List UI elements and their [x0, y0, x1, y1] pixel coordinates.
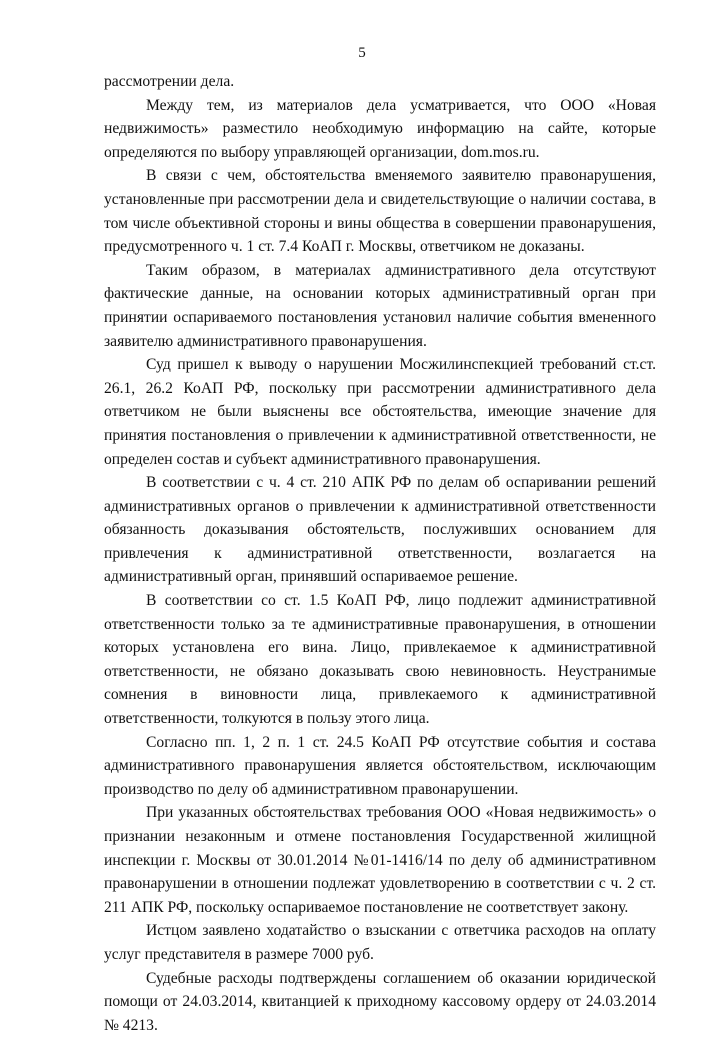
paragraph-presumption-of-innocence: В соответствии со ст. 1.5 КоАП РФ, лицо подлежит административной ответственности только за те административные правонарушения, в отношении которых установлена его вина. Лицо, привлекаемое к административной ответственности, не обязано доказывать свою невиновность. Неустранимые сомнения в виновности лица, привлекаемого к административной ответственности, толкуются в пользу этого лица.	[104, 592, 656, 728]
paragraph-absence-of-event: Согласно пп. 1, 2 п. 1 ст. 24.5 КоАП РФ отсутствие события и состава административного правонарушения является обстоятельством, исключающим производство по делу об административном правонарушении.	[104, 733, 656, 798]
paragraph-information-placement: Между тем, из материалов дела усматривается, что ООО «Новая недвижимость» разместило необходимую информацию на сайте, которые определяются по выбору управляющей организации, dom.mos.ru.	[104, 96, 656, 161]
paragraph-continuation: рассмотрении дела.	[104, 73, 235, 90]
document-body	[104, 70, 656, 1037]
paragraph-court-conclusion: Суд пришел к выводу о нарушении Мосжилинспекцией требований ст.ст. 26.1, 26.2 КоАП РФ, поскольку при рассмотрении административного дела ответчиком не были выяснены все обстоятельства, имеющие значение для принятия постановления о привлечении к административной ответственности, не определен состав и субъект административного правонарушения.	[104, 356, 656, 468]
paragraph-burden-of-proof: В соответствии с ч. 4 ст. 210 АПК РФ по делам об оспаривании решений административных органов о привлечении к административной ответственности обязанность доказывания обстоятельств, послуживших основанием для привлечения к административной ответственности, возлагается на административный орган, принявший оспариваемое решение.	[104, 474, 656, 586]
page-number: 5	[358, 45, 366, 61]
paragraph-not-proven: В связи с чем, обстоятельства вменяемого заявителю правонарушения, установленные при рассмотрении дела и свидетельствующие о наличии состава, в том числе объективной стороны и вины общества в совершении правонарушения, предусмотренного ч. 1 ст. 7.4 КоАП г. Москвы, ответчиком не доказаны.	[104, 167, 656, 256]
paragraph-costs-motion: Истцом заявлено ходатайство о взыскании с ответчика расходов на оплату услуг представителя в размере 7000 руб.	[104, 922, 656, 963]
paragraph-costs-confirmed: Судебные расходы подтверждены соглашением об оказании юридической помощи от 24.03.2014, квитанцией к приходному кассовому ордеру от 24.03.2014 № 4213.	[104, 969, 656, 1034]
paragraph-claims-satisfied: При указанных обстоятельствах требования ООО «Новая недвижимость» о признании незаконным и отмене постановления Государственной жилищной инспекции г. Москвы от 30.01.2014 №01-1416/14 по делу об административном правонарушении в отношении подлежат удовлетворению в соответствии с ч. 2 ст. 211 АПК РФ, поскольку оспариваемое постановление не соответствует закону.	[104, 804, 656, 916]
paragraph-no-factual-data: Таким образом, в материалах административного дела отсутствуют фактические данные, на основании которых административный орган при принятии оспариваемого постановления установил наличие события вмененного заявителю административного правонарушения.	[104, 261, 656, 350]
